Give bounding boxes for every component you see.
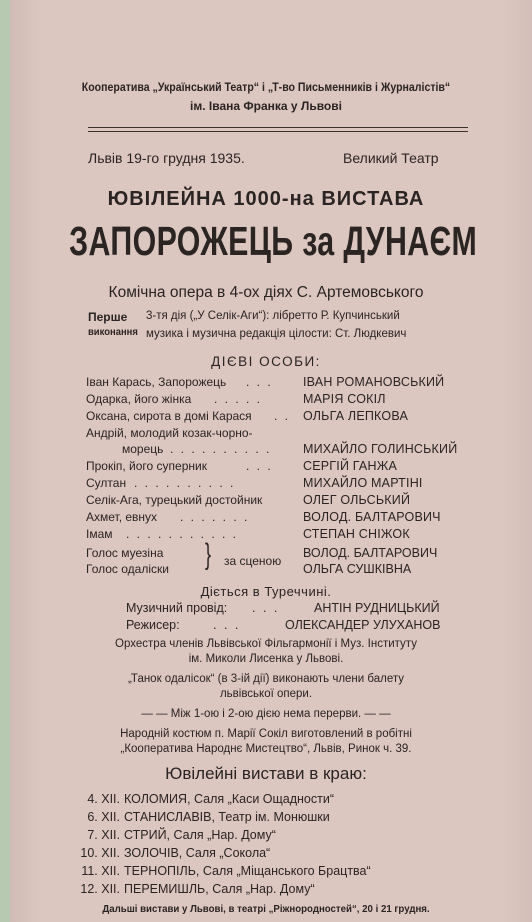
voice-actor-2: ОЛЬГА СУШКІВНА [303, 562, 412, 576]
header-line-2: ім. Івана Франка у Львові [190, 99, 342, 113]
cast-role: Ахмет, евнух [86, 510, 158, 524]
cast-role: морець [122, 442, 164, 456]
opera-subtitle: Комічна опера в 4-ох діях С. Артемовського [108, 284, 424, 301]
cast-actor: ОЛЬГА ЛЕПКОВА [303, 409, 408, 423]
tour-date: 6. XII. [87, 810, 120, 824]
tour-item [76, 882, 315, 896]
tour-date: 7. XII. [87, 828, 120, 842]
tour-venue: ТЕРНОПІЛЬ, Саля „Міщанського Брацтва“ [124, 864, 371, 878]
cast-row [86, 409, 466, 427]
tour-venue: СТРИЙ, Саля „Нар. Дому“ [124, 828, 276, 842]
footer-line: Дальші вистави у Львові, в театрі „Ріжнородностей“, 20 і 21 грудня. [102, 903, 430, 915]
cast-row [86, 459, 466, 477]
venue-line: Великий Театр [343, 150, 439, 166]
intermission-line: — — Між 1-ою і 2-ою дією нема перерви. — — [141, 708, 391, 720]
cast-dots: . . . . . . . . . . [170, 442, 272, 456]
director-dots: . . . [213, 618, 241, 632]
ballet-line-1: „Танок одалісок“ (в 3-ій дії) виконають члени балету [128, 673, 404, 685]
first-performance-text-1: 3-тя дія („У Селік-Аги“): лібретто Р. Купчинський [146, 310, 400, 322]
cast-dots: . . . . . . . . . . . [126, 527, 239, 541]
opera-title: ЗАПОРОЖЕЦЬ за ДУНАЄМ [69, 218, 478, 264]
tour-item [76, 846, 270, 860]
voices-brace: } [205, 538, 212, 571]
jubilee-heading: ЮВІЛЕЙНА 1000-на ВИСТАВА [107, 188, 425, 210]
music-director-dots: . . . [252, 601, 280, 615]
cast-role: Султан [86, 476, 127, 490]
tour-date: 11. XII. [81, 864, 120, 878]
cast-actor: МИХАЙЛО МАРТІНІ [303, 476, 423, 490]
cast-row [86, 527, 466, 545]
tour-item [76, 864, 371, 878]
voice-role-1: Голос муезіна [86, 546, 164, 560]
first-performance-label-1: Перше [88, 310, 128, 324]
orchestra-line-2: ім. Миколи Лисенка у Львові. [188, 653, 344, 665]
tour-item [76, 828, 276, 842]
voice-role-2: Голос одаліски [86, 562, 169, 576]
cast-row [86, 493, 466, 511]
tour-venue: КОЛОМИЯ, Саля „Каси Ощадности“ [124, 792, 335, 806]
tour-venue: ПЕРЕМИШЛЬ, Саля „Нар. Дому“ [124, 882, 315, 896]
cast-actor: СЕРГІЙ ГАНЖА [303, 459, 397, 473]
cast-heading: ДІЄВІ ОСОБИ: [211, 354, 321, 369]
cast-dots: . . . [246, 459, 273, 473]
director-name: ОЛЕКСАНДЕР УЛУХАНОВ [285, 618, 441, 632]
cast-row [86, 375, 466, 393]
cast-dots: . . . . . . . . . . [134, 476, 236, 490]
cast-role: Іван Карась, Запорожець [86, 375, 227, 389]
first-performance-label-2: виконання [88, 326, 138, 338]
cast-role: Одарка, його жінка [86, 392, 192, 406]
header-rule-top [88, 127, 468, 128]
tour-venue: ЗОЛОЧІВ, Саля „Сокола“ [124, 846, 271, 860]
cast-dots: . . . [246, 375, 273, 389]
tour-date: 12. XII. [80, 882, 120, 896]
cast-role: Прокіп, його суперник [86, 459, 207, 473]
cast-dots: . . [274, 409, 291, 423]
cast-row [86, 476, 466, 494]
cast-row [86, 442, 466, 460]
cast-dots: . . . . . . . [180, 510, 250, 524]
cast-role: Андрій, молодий козак-чорно- [86, 426, 253, 440]
tour-venue: СТАНИСЛАВІВ, Театр ім. Монюшки [124, 810, 330, 824]
cast-actor: МАРІЯ СОКІЛ [303, 392, 386, 406]
tour-date: 4. XII. [87, 792, 120, 806]
cast-actor: ВОЛОД. БАЛТАРОВИЧ [303, 510, 441, 524]
costume-line-2: „Кооператива Народнє Мистецтво“, Львів, Ринок ч. 39. [120, 743, 412, 755]
ballet-line-2: львівської опери. [219, 688, 313, 700]
director-label: Режисер: [126, 618, 180, 632]
costume-line-1: Народній костюм п. Марії Сокіл виготовлений в робітні [120, 728, 412, 740]
cast-actor: МИХАЙЛО ГОЛИНСЬКИЙ [303, 442, 458, 456]
cast-row [86, 392, 466, 410]
setting-line: Діється в Туреччині. [200, 584, 332, 599]
cast-dots: . . . . . [214, 392, 263, 406]
voice-actor-1: ВОЛОД. БАЛТАРОВИЧ [303, 546, 438, 560]
tour-item [76, 792, 334, 806]
voices-note: за сценою [224, 554, 282, 568]
music-director-label: Музичний провід: [126, 601, 228, 615]
header-rule-bottom [88, 131, 468, 132]
music-director-name: АНТІН РУДНИЦЬКИЙ [314, 601, 440, 615]
tour-item [76, 810, 330, 824]
cast-role: Селік-Ага, турецький достойник [86, 493, 263, 507]
cast-role: Імам [86, 527, 113, 541]
cast-row [86, 510, 466, 528]
date-line: Львів 19-го грудня 1935. [88, 150, 245, 166]
tour-date: 10. XII. [80, 846, 120, 860]
first-performance-text-2: музика і музична редакція цілости: Ст. Людкевич [146, 328, 407, 340]
cast-actor: ОЛЕГ ОЛЬСЬКИЙ [303, 493, 411, 507]
orchestra-line-1: Орхестра членів Львівської Фільгармонії і Муз. Інституту [115, 638, 417, 650]
header-line-1: Кооператива „Український Театр“ і „Т-во Письменників і Журналістів“ [81, 80, 451, 94]
tour-heading: Ювілейні вистави в краю: [165, 764, 367, 783]
cast-actor: СТЕПАН СНІЖОК [303, 527, 410, 541]
cast-role: Оксана, сирота в домі Карася [86, 409, 252, 423]
cast-actor: ІВАН РОМАНОВСЬКИЙ [303, 375, 445, 389]
